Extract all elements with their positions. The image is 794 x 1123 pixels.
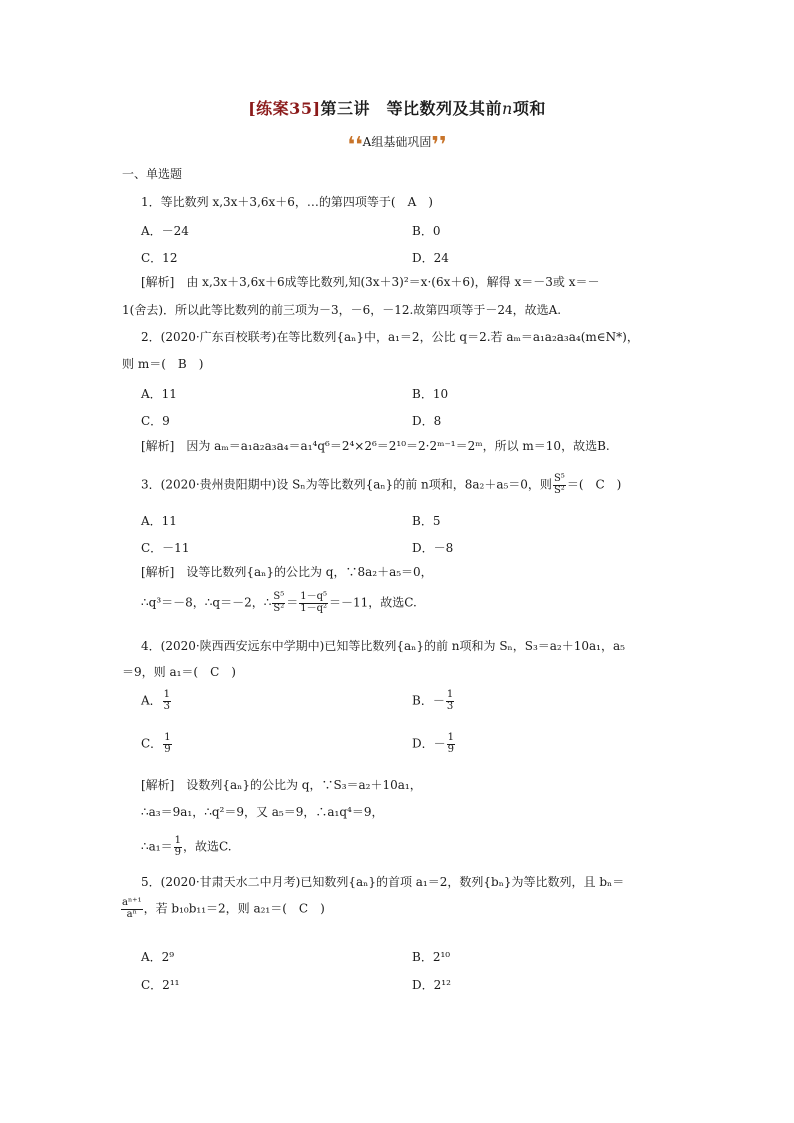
q3-option-a: A．11 — [141, 514, 177, 528]
q5-option-a: A．2⁹ — [141, 950, 175, 964]
q3-analysis-end: ＝－11，故选C. — [329, 595, 417, 610]
fraction-denominator: aⁿ — [126, 908, 137, 920]
q3-option-b: B．5 — [412, 514, 441, 528]
q4-stem-line2: ＝9，则 a₁＝( C ) — [122, 665, 236, 679]
section-heading: 一、单选题 — [122, 167, 183, 181]
q4-analysis-line1: [解析] 设数列{aₙ}的公比为 q，∵S₃＝a₂＋10a₁， — [141, 778, 422, 792]
exercise-tag: [练案35] — [248, 99, 321, 118]
title-variable: n — [502, 99, 513, 118]
q3-option-c: C．－11 — [141, 541, 190, 555]
q3-stem-fraction — [553, 474, 566, 496]
q1-option-d: D．24 — [412, 251, 449, 265]
fraction-denominator: 1－q² — [300, 602, 328, 614]
fraction-numerator: 1 — [163, 689, 171, 700]
q5-stem: 5．(2020·甘肃天水二中月考)已知数列{aₙ}的首项 a₁＝2，数列{bₙ}为等比数列，且 bₙ＝ — [141, 875, 625, 889]
q4-option-a — [141, 690, 172, 712]
group-heading — [0, 133, 794, 158]
q4-analysis-text: ∴a₁＝ — [141, 839, 173, 854]
q5-option-c: C．2¹¹ — [141, 978, 180, 992]
q4-analysis-line2: ∴a₃＝9a₁，∴q²＝9，又 a₅＝9，∴a₁q⁴＝9， — [141, 805, 384, 819]
option-label: C． — [141, 736, 163, 751]
open-quote-icon: ❛❛ — [347, 133, 363, 158]
q5-stem-end: ，若 b₁₀b₁₁＝2，则 a₂₁＝( C ) — [143, 901, 325, 916]
q5-stem-line2 — [120, 898, 325, 920]
q2-stem: 2．(2020·广东百校联考)在等比数列{aₙ}中，a₁＝2，公比 q＝2.若 aₘ＝a₁a₂a₃a₄(m∈N*)， — [141, 330, 639, 344]
q3-option-d: D．－8 — [412, 541, 454, 555]
option-label: B．－ — [412, 693, 445, 708]
fraction-denominator: 3 — [163, 700, 171, 712]
q2-option-a: A．11 — [141, 387, 177, 401]
q1-option-b: B．0 — [412, 224, 441, 238]
fraction-numerator: 1 — [446, 689, 454, 700]
fraction-numerator: 1 — [174, 835, 181, 846]
title-text: 第三讲 等比数列及其前 — [320, 99, 503, 118]
q2-analysis: [解析] 因为 aₘ＝a₁a₂a₃a₄＝a₁⁴q⁶＝2⁴×2⁶＝2¹⁰＝2·2ᵐ⁻¹＝2ᵐ，所以 m＝10，故选B. — [141, 439, 610, 453]
q3-analysis-line1: [解析] 设等比数列{aₙ}的公比为 q，∵8a₂＋a₅＝0， — [141, 565, 433, 579]
q4-option-b — [412, 690, 455, 712]
page-title — [0, 96, 794, 119]
q4-analysis-end: ，故选C. — [182, 839, 232, 854]
fraction-denominator: 9 — [164, 743, 171, 755]
q1-analysis-line2: 1(舍去)．所以此等比数列的前三项为－3，－6，－12.故第四项等于－24，故选A. — [122, 303, 562, 317]
q4-option-d — [412, 733, 456, 755]
q4-option-c — [141, 733, 173, 755]
fraction-denominator: 9 — [447, 743, 454, 755]
fraction-denominator: S² — [273, 602, 285, 614]
q5-fraction — [121, 898, 143, 920]
option-label: D．－ — [412, 736, 446, 751]
title-suffix: 项和 — [512, 99, 546, 118]
fraction-numerator: 1 — [164, 732, 171, 743]
option-fraction — [446, 690, 454, 712]
q3-stem — [141, 474, 621, 496]
q2-option-b: B．10 — [412, 387, 449, 401]
fraction-numerator: 1 — [447, 732, 454, 743]
q5-option-b: B．2¹⁰ — [412, 950, 451, 964]
fraction-numerator: S⁵ — [553, 473, 565, 484]
option-fraction — [447, 733, 455, 755]
q4-analysis-line3 — [141, 836, 232, 858]
fraction-numerator: aⁿ⁺¹ — [122, 897, 142, 908]
q5-option-d: D．2¹² — [412, 978, 451, 992]
q3-analysis-fraction-1 — [272, 592, 285, 614]
option-fraction — [163, 733, 171, 755]
q4-analysis-fraction — [174, 836, 182, 858]
fraction-numerator: 1－q⁵ — [300, 591, 328, 602]
fraction-denominator: S² — [553, 484, 565, 496]
fraction-numerator: S⁵ — [273, 591, 285, 602]
q3-analysis-fraction-2 — [299, 592, 328, 614]
fraction-denominator: 9 — [174, 846, 181, 858]
equals-sign: ＝ — [286, 595, 299, 610]
q3-stem-end: ＝( C ) — [566, 477, 622, 492]
group-label: A组基础巩固 — [362, 135, 432, 149]
q3-stem-text: 3．(2020·贵州贵阳期中)设 Sₙ为等比数列{aₙ}的前 n项和，8a₂＋a₅＝0，则 — [141, 477, 552, 492]
q3-analysis-line2 — [141, 592, 417, 614]
q1-stem: 1．等比数列 x,3x＋3,6x＋6，…的第四项等于( A ) — [141, 195, 433, 209]
q2-stem-line2: 则 m＝( B ) — [122, 357, 204, 371]
q1-analysis-line1: [解析] 由 x,3x＋3,6x＋6成等比数列,知(3x＋3)²＝x·(6x＋6)，解得 x＝－3或 x＝－ — [141, 275, 600, 289]
option-fraction — [163, 690, 171, 712]
q1-option-a: A．－24 — [141, 224, 189, 238]
q1-option-c: C．12 — [141, 251, 178, 265]
q2-option-c: C．9 — [141, 414, 170, 428]
close-quote-icon: ❜❜ — [431, 133, 447, 158]
q3-analysis-text: ∴q³＝－8，∴q＝－2，∴ — [141, 595, 272, 610]
q4-stem: 4．(2020·陕西西安远东中学期中)已知等比数列{aₙ}的前 n项和为 Sₙ，S₃＝a₂＋10a₁，a₅ — [141, 639, 625, 653]
fraction-denominator: 3 — [446, 700, 454, 712]
q2-option-d: D．8 — [412, 414, 442, 428]
option-label: A． — [141, 693, 162, 708]
